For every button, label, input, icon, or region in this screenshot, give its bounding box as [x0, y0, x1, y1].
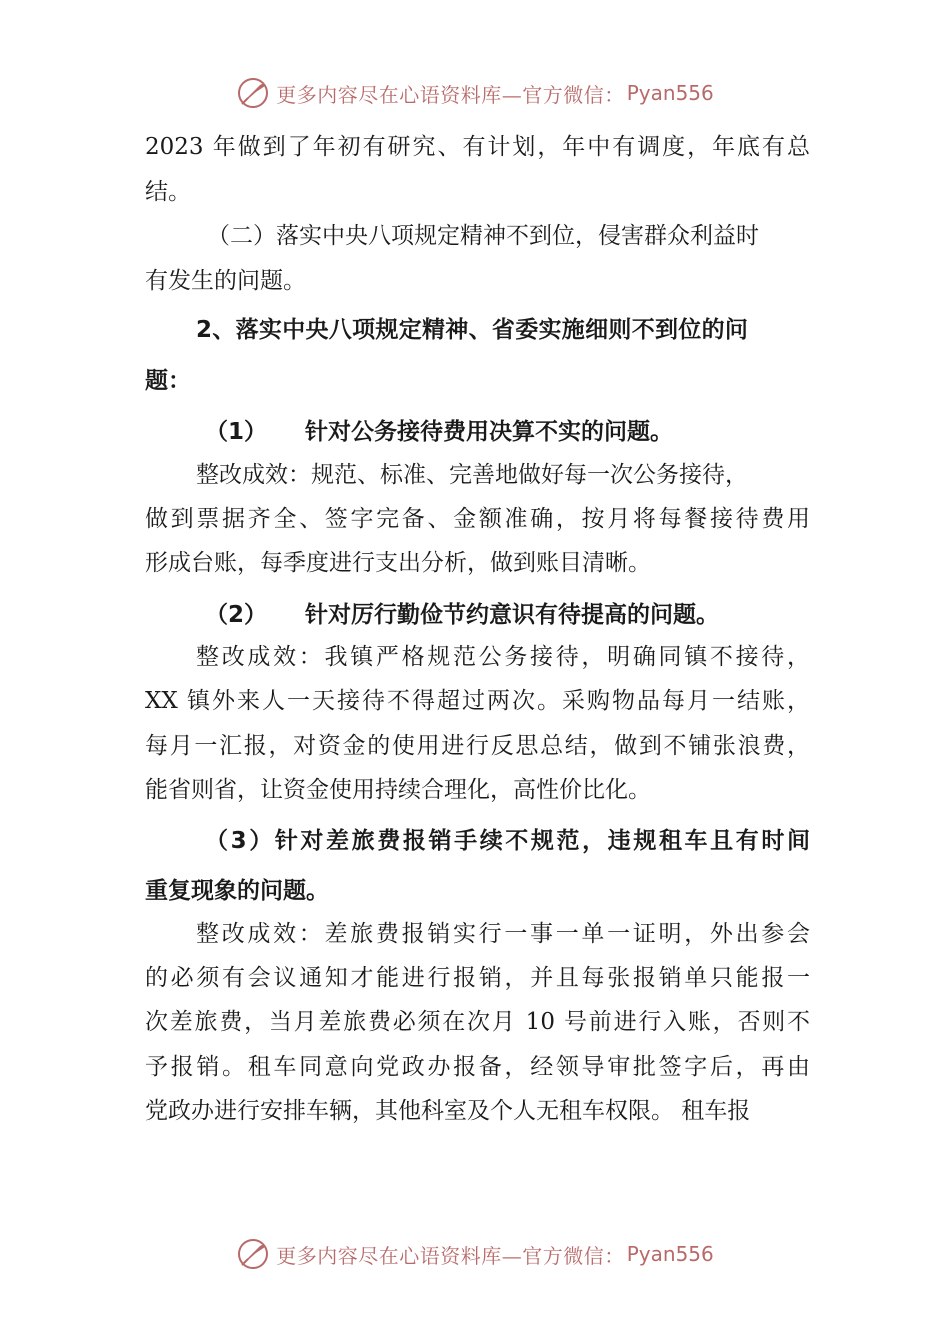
paragraph-line: 予报销。租车同意向党政办报备，经领导审批签字后，再由: [145, 1054, 810, 1080]
item-number-1: （1）: [205, 419, 268, 445]
paragraph-line: 党政办进行安排车辆，其他科室及个人无租车权限。 租车报: [145, 1098, 751, 1124]
paragraph-line: 次差旅费，当月差旅费必须在次月 10 号前进行入账，否则不: [145, 1009, 810, 1035]
footer-watermark-banner: [0, 1232, 950, 1276]
paragraph-line: XX 镇外来人一天接待不得超过两次。采购物品每月一结账，: [145, 688, 810, 714]
subsection-heading: 2、落实中央八项规定精神、省委实施细则不到位的问: [196, 317, 749, 343]
quill-logo-icon: [236, 76, 270, 110]
quill-logo-icon: [236, 1237, 270, 1271]
item-number-2: （2）: [205, 602, 268, 628]
item-title-3-cont: 重复现象的问题。: [145, 878, 329, 904]
paragraph-line: 整改成效：规范、标准、完善地做好每一次公务接待，: [196, 462, 748, 488]
paragraph-line: 整改成效：我镇严格规范公务接待，明确同镇不接待，: [196, 644, 810, 670]
body-line: 结。: [145, 179, 191, 205]
banner-wechat-id: Pyan556: [626, 1242, 714, 1266]
body-line: 2023 年做到了年初有研究、有计划，年中有调度，年底有总: [145, 134, 810, 160]
header-watermark-banner: [0, 71, 950, 115]
paragraph-line: 形成台账，每季度进行支出分析，做到账目清晰。: [145, 550, 651, 576]
paragraph-line: 的必须有会议通知才能进行报销，并且每张报销单只能报一: [145, 965, 810, 991]
paragraph-line: 整改成效：差旅费报销实行一事一单一证明，外出参会: [196, 921, 810, 947]
banner-text: 更多内容尽在心语资料库—官方微信：: [276, 82, 625, 107]
banner-text: 更多内容尽在心语资料库—官方微信：: [276, 1243, 625, 1268]
paragraph-line: 每月一汇报，对资金的使用进行反思总结，做到不铺张浪费，: [145, 733, 810, 759]
paragraph-line: 能省则省，让资金使用持续合理化，高性价比化。: [145, 777, 651, 803]
banner-wechat-id: Pyan556: [626, 81, 714, 105]
item-title-1: 针对公务接待费用决算不实的问题。: [305, 419, 673, 445]
item-title-3: （3）针对差旅费报销手续不规范，违规租车且有时间: [205, 828, 810, 854]
section-heading-2: （二）落实中央八项规定精神不到位，侵害群众利益时: [207, 223, 759, 249]
body-line: 有发生的问题。: [145, 268, 306, 294]
item-title-2: 针对厉行勤俭节约意识有待提高的问题。: [305, 602, 719, 628]
paragraph-line: 做到票据齐全、签字完备、金额准确，按月将每餐接待费用: [145, 506, 810, 532]
subsection-heading-cont: 题：: [145, 368, 191, 394]
